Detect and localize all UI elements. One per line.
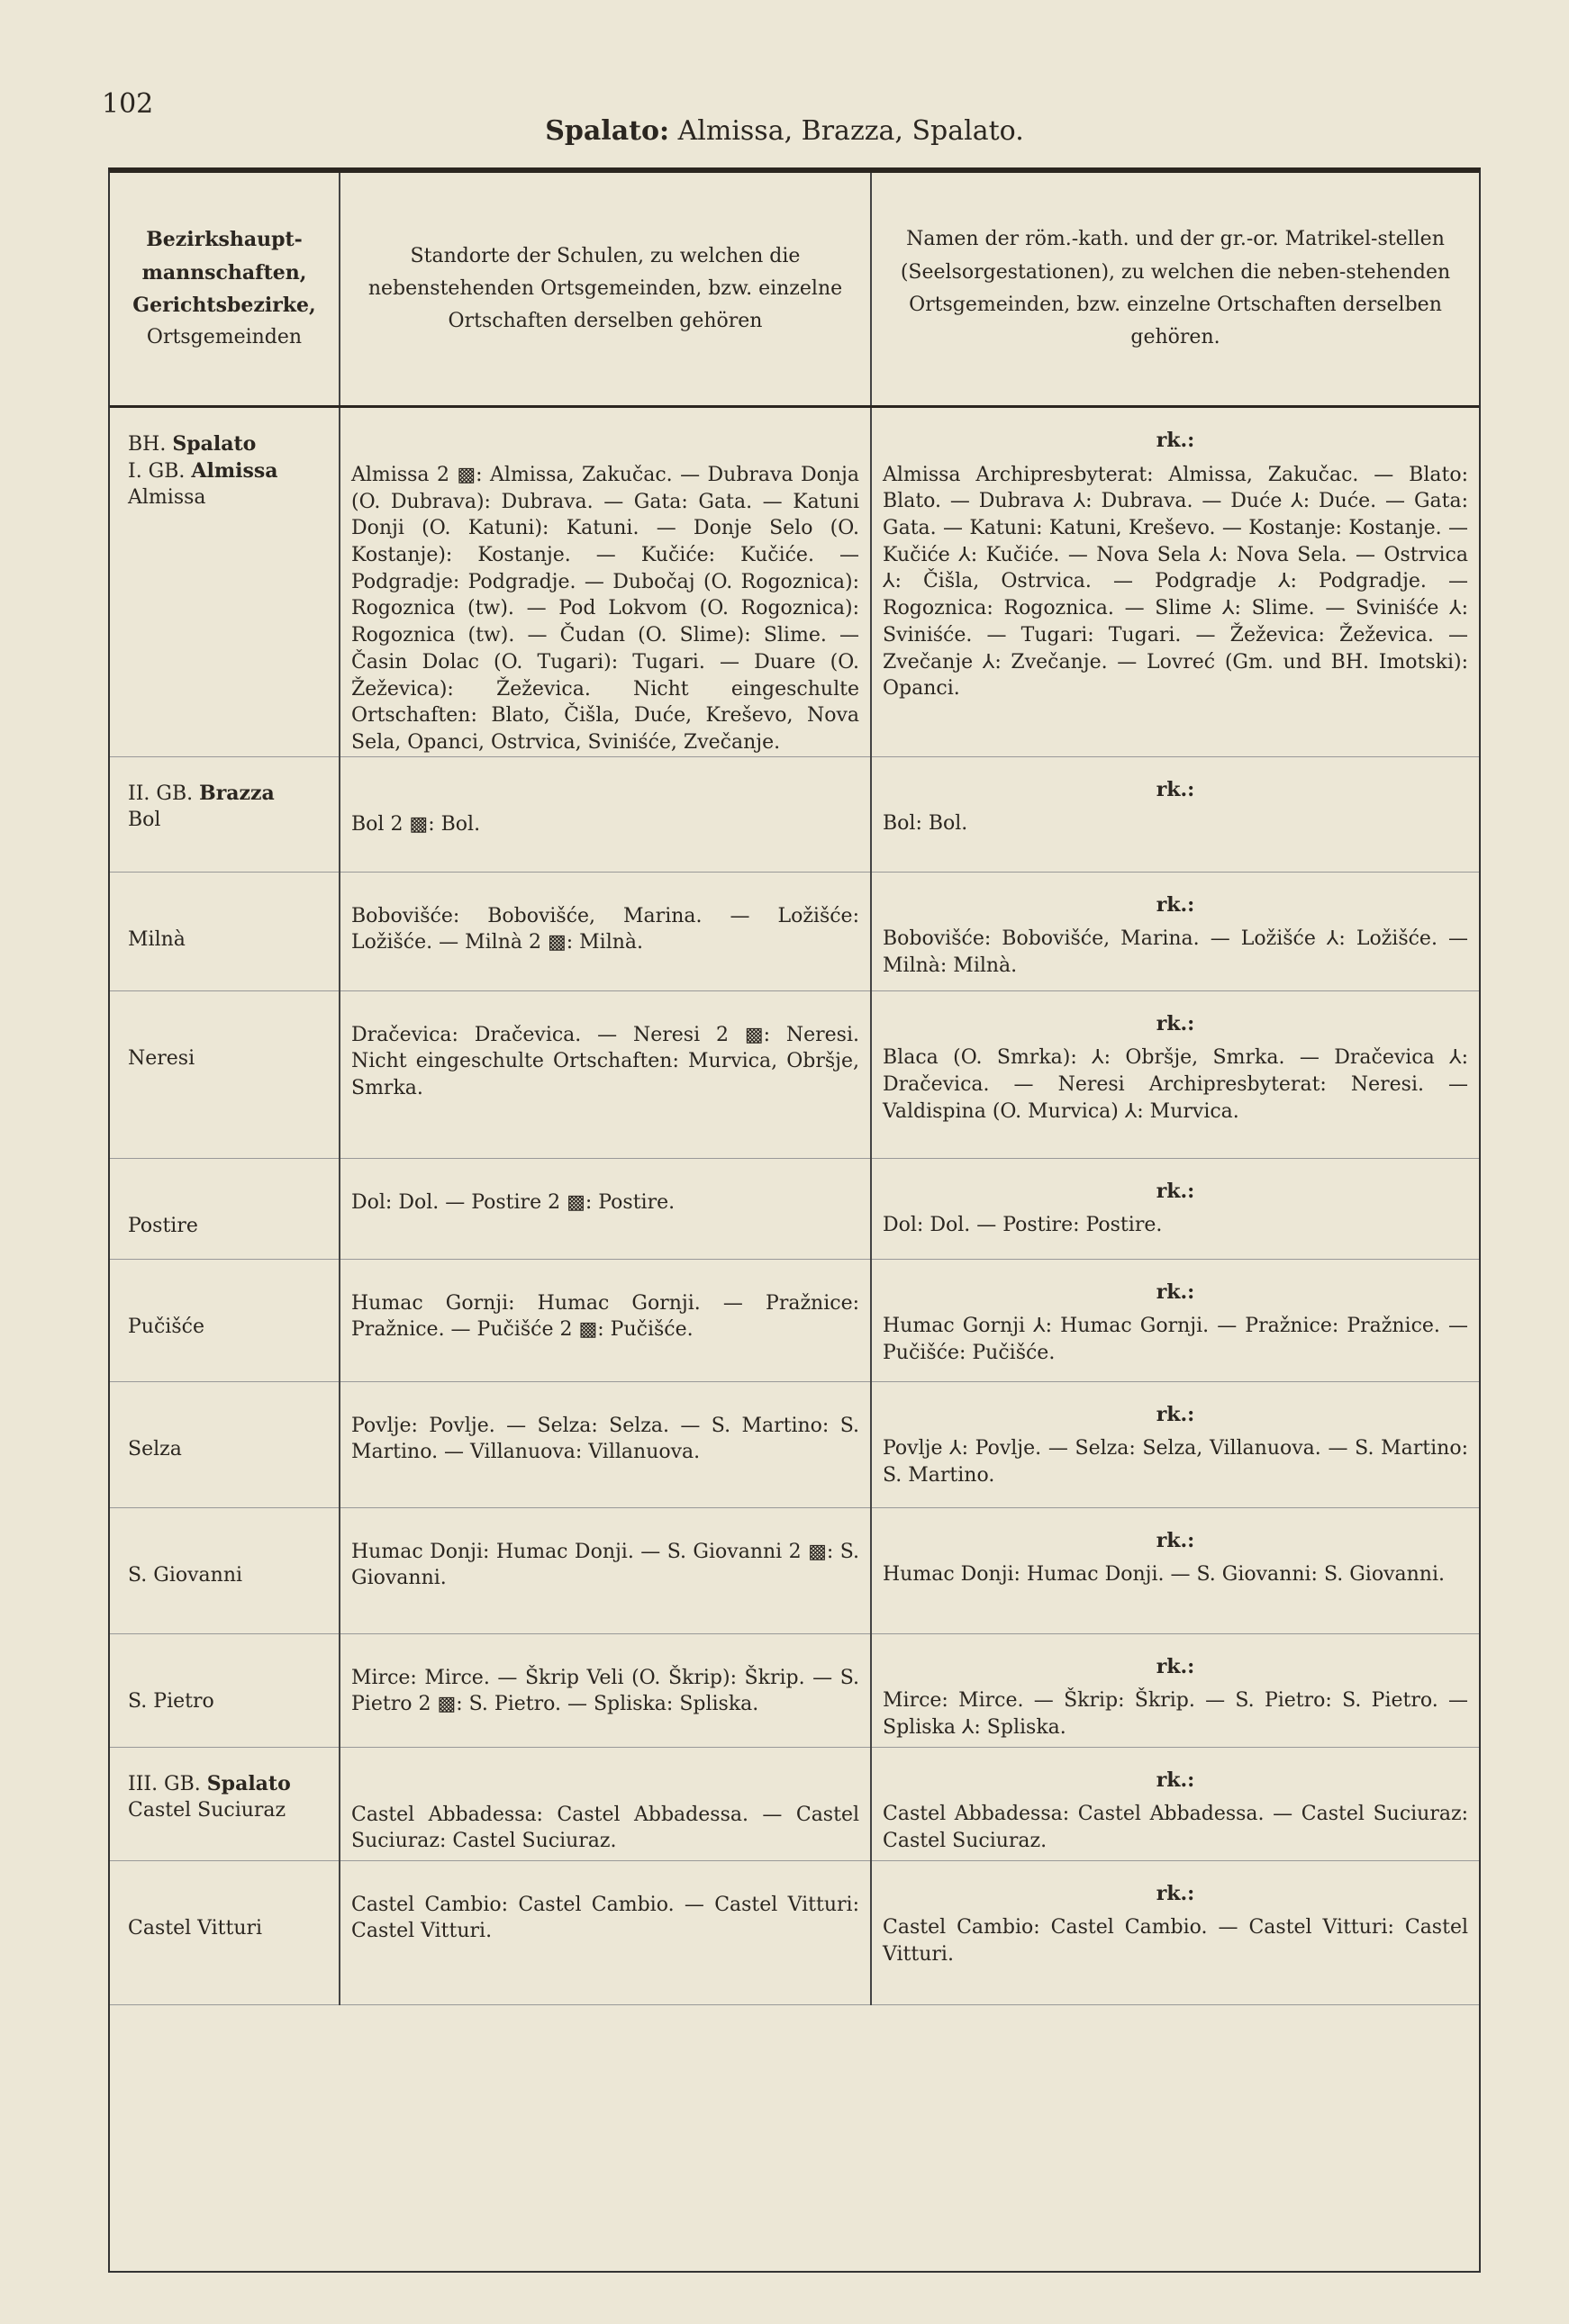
parishes-text: Castel Abbadessa: Castel Abbadessa. — Castel Suciuraz: Castel Suciuraz. — [883, 1803, 1468, 1852]
municipality-name: Pučišće — [128, 1315, 204, 1338]
municipality-name: Postire — [128, 1214, 198, 1237]
schools-cell — [340, 1259, 871, 1381]
table-row — [110, 756, 1479, 872]
parishes-cell — [871, 756, 1479, 872]
table-row — [110, 872, 1479, 990]
district-cell — [110, 1381, 340, 1507]
table-row — [110, 990, 1479, 1158]
running-head-rest: Almissa, Brazza, Spalato. — [669, 115, 1024, 147]
district-cell — [110, 1633, 340, 1747]
rk-label: rk.: — [1156, 1768, 1195, 1792]
table-row — [110, 1747, 1479, 1860]
district-label-bold: Spalato — [172, 432, 257, 456]
district-label-bold: Spalato — [206, 1771, 291, 1795]
header-districts-line: Bezirkshaupt- — [146, 228, 303, 252]
header-districts-line: mannschaften, — [141, 260, 307, 285]
table-row — [110, 407, 1479, 757]
header-districts-last: Ortsgemeinden — [146, 326, 303, 349]
schools-cell — [340, 1860, 871, 2004]
header-schools — [340, 173, 871, 407]
district-label-bold: Almissa — [191, 458, 278, 483]
parishes-text: Bol: Bol. — [883, 812, 968, 836]
parishes-cell — [871, 1158, 1479, 1259]
parishes-text: Mirce: Mirce. — Škrip: Škrip. — S. Pietro: S. Pietro. — Spliska ⅄: Spliska. — [883, 1689, 1468, 1739]
parishes-cell — [871, 1860, 1479, 2004]
header-districts — [110, 173, 340, 407]
district-cell — [110, 1860, 340, 2004]
parishes-text: Humac Gornji ⅄: Humac Gornji. — Pražnice: Pražnice. — Pučišće: Pučišće. — [883, 1315, 1468, 1364]
running-head — [0, 115, 1569, 147]
parishes-text: Blaca (O. Smrka): ⅄: Obršje, Smrka. — Dračevica ⅄: Dračevica. — Neresi Archipresbyterat: Neresi. — Valdispina (O. Murvica) ⅄: Murvica. — [883, 1046, 1468, 1123]
schools-text: Castel Abbadessa: Castel Abbadessa. — Castel Suciuraz: Castel Suciuraz. — [351, 1803, 859, 1853]
parishes-cell — [871, 1381, 1479, 1507]
schools-text: Bobovišće: Bobovišće, Marina. — Ložišće: Ložišće. — Milnà 2 ▩: Milnà. — [351, 904, 859, 954]
parishes-text: Povlje ⅄: Povlje. — Selza: Selza, Villanuova. — S. Martino: S. Martino. — [883, 1437, 1468, 1487]
parishes-text: Castel Cambio: Castel Cambio. — Castel Vitturi: Castel Vitturi. — [883, 1916, 1468, 1966]
schools-cell — [340, 756, 871, 872]
parishes-cell — [871, 1633, 1479, 1747]
municipality-name: Castel Suciuraz — [128, 1799, 286, 1822]
parishes-text: Bobovišće: Bobovišće, Marina. — Ložišće ⅄: Ložišće. — Milnà: Milnà. — [883, 927, 1468, 977]
register-table — [108, 167, 1481, 2273]
schools-text: Mirce: Mirce. — Škrip Veli (O. Škrip): Škrip. — S. Pietro 2 ▩: S. Pietro. — Spliska: Spliska. — [351, 1666, 859, 1716]
schools-cell — [340, 1633, 871, 1747]
table-row — [110, 1860, 1479, 2004]
district-cell — [110, 1507, 340, 1633]
parishes-text: Dol: Dol. — Postire: Postire. — [883, 1214, 1163, 1237]
district-label: I. GB. Almissa — [128, 458, 278, 483]
running-head-bold: Spalato: — [545, 115, 670, 147]
rk-label: rk.: — [1156, 1280, 1195, 1304]
rk-label: rk.: — [1156, 777, 1195, 801]
schools-text: Humac Donji: Humac Donji. — S. Giovanni 2 ▩: S. Giovanni. — [351, 1540, 859, 1590]
parishes-cell — [871, 407, 1479, 757]
table-row — [110, 1507, 1479, 1633]
schools-cell — [340, 872, 871, 990]
schools-text: Dračevica: Dračevica. — Neresi 2 ▩: Neresi. Nicht eingeschulte Ortschaften: Murvica, Obršje, Smrka. — [351, 1023, 859, 1099]
header-row — [110, 173, 1479, 407]
table-row — [110, 1633, 1479, 1747]
schools-text: Povlje: Povlje. — Selza: Selza. — S. Martino: S. Martino. — Villanuova: Villanuova. — [351, 1414, 859, 1464]
table-row — [110, 1158, 1479, 1259]
schools-cell — [340, 1747, 871, 1860]
district-cell — [110, 407, 340, 757]
table-row — [110, 1381, 1479, 1507]
rk-label: rk.: — [1156, 1654, 1195, 1678]
municipality-name: S. Giovanni — [128, 1563, 243, 1587]
schools-cell — [340, 1158, 871, 1259]
rk-label: rk.: — [1156, 1528, 1195, 1552]
municipality-name: S. Pietro — [128, 1689, 214, 1713]
page-number: 102 — [102, 88, 154, 120]
header-parishes — [871, 173, 1479, 407]
schools-text: Castel Cambio: Castel Cambio. — Castel Vitturi: Castel Vitturi. — [351, 1893, 859, 1943]
rk-label: rk.: — [1156, 1011, 1195, 1035]
district-cell — [110, 1158, 340, 1259]
parishes-cell — [871, 1259, 1479, 1381]
municipality-name: Milnà — [128, 927, 186, 951]
municipality-name: Almissa — [128, 486, 206, 510]
parishes-cell — [871, 1507, 1479, 1633]
header-schools-text: Standorte der Schulen, zu welchen die nebenstehenden Ortsgemeinden, bzw. einzelne Ortschaften derselben gehören — [367, 244, 843, 333]
header-districts-line: Gerichtsbezirke, — [132, 294, 316, 317]
schools-text: Bol 2 ▩: Bol. — [351, 812, 481, 836]
district-cell — [110, 1747, 340, 1860]
schools-cell — [340, 990, 871, 1158]
district-label-bold: Brazza — [199, 781, 275, 805]
municipality-name: Bol — [128, 809, 161, 832]
rk-label: rk.: — [1156, 1402, 1195, 1426]
municipality-name: Castel Vitturi — [128, 1916, 263, 1940]
district-cell — [110, 872, 340, 990]
schools-cell — [340, 1381, 871, 1507]
rk-label: rk.: — [1156, 1881, 1195, 1905]
table-body — [110, 407, 1479, 2005]
header-parishes-text: Namen der röm.-kath. und der gr.-or. Matrikel-stellen (Seelsorgestationen), zu welchen die neben-stehenden Ortsgemeinden, bzw. einzelne Ortschaften derselben gehören. — [900, 228, 1451, 349]
parishes-text: Almissa Archipresbyterat: Almissa, Zakučac. — Blato: Blato. — Dubrava ⅄: Dubrava. — Duće ⅄: Duće. — Gata: Gata. — Katuni: Katuni, Kreševo. — Kostanje: Kostanje. — Kučiće ⅄: Kučiće. — Nova Sela ⅄: Nova Sela. — Ostrvica ⅄: Čišla, Ostrvica. — Podgradje ⅄: Podgradje. — Rogoznica: Rogoznica. — Slime ⅄: Slime. — Sviniśće ⅄: Sviniśće. — Tugari: Tugari. — Žeževica: Žeževica. — Zvečanje ⅄: Zvečanje. — Lovreć (Gm. und BH. Imotski): Opanci. — [883, 463, 1468, 701]
schools-text: Almissa 2 ▩: Almissa, Zakučac. — Dubrava Donja (O. Dubrava): Dubrava. — Gata: Gata. — Katuni Donji (O. Katuni): Katuni. — Donje Selo (O. Kostanje): Kostanje. — Kučiće: Kučiće. — Podgradje: Podgradje. — Dubočaj (O. Rogoznica): Rogoznica (tw). — Pod Lokvom (O. Rogoznica): Rogoznica (tw). — Čudan (O. Slime): Slime. — Časin Dolac (O. Tugari): Tugari. — Duare (O. Žeževica): Žeževica. Nicht eingeschulte Ortschaften: Blato, Čišla, Duće, Kreševo, Nova Sela, Opanci, Ostrvica, Sviniśće, Zvečanje. — [351, 464, 859, 754]
parishes-text: Humac Donji: Humac Donji. — S. Giovanni: S. Giovanni. — [883, 1563, 1445, 1587]
rk-label: rk.: — [1156, 429, 1195, 452]
district-label: III. GB. Spalato — [128, 1771, 291, 1795]
table-row — [110, 1259, 1479, 1381]
rk-label: rk.: — [1156, 892, 1195, 917]
district-cell — [110, 1259, 340, 1381]
district-label: II. GB. Brazza — [128, 781, 275, 805]
district-cell — [110, 756, 340, 872]
parishes-cell — [871, 1747, 1479, 1860]
schools-text: Humac Gornji: Humac Gornji. — Pražnice: Pražnice. — Pučišće 2 ▩: Pučišće. — [351, 1291, 859, 1342]
schools-cell — [340, 1507, 871, 1633]
district-cell — [110, 990, 340, 1158]
schools-cell — [340, 407, 871, 757]
municipality-name: Selza — [128, 1437, 182, 1460]
parishes-cell — [871, 872, 1479, 990]
schools-text: Dol: Dol. — Postire 2 ▩: Postire. — [351, 1190, 676, 1214]
rk-label: rk.: — [1156, 1179, 1195, 1203]
municipality-name: Neresi — [128, 1046, 195, 1070]
district-label: BH. Spalato — [128, 432, 257, 456]
parishes-cell — [871, 990, 1479, 1158]
